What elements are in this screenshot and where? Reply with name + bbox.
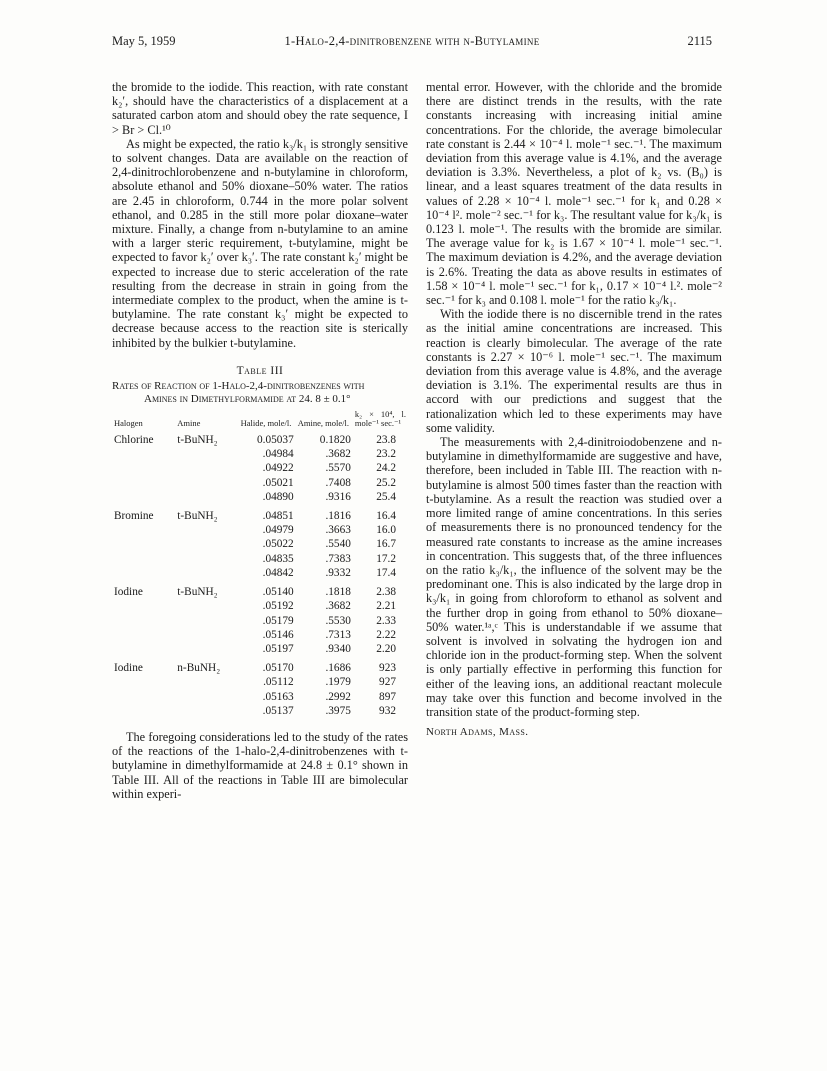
cell-halide: .05021 [262, 476, 294, 489]
cell-halogen [112, 690, 175, 704]
cell-halogen [112, 675, 175, 689]
table-row [112, 656, 408, 675]
cell-halogen [112, 447, 175, 461]
col-header-amine-conc: Amine, mole/l. [297, 418, 349, 429]
author-address: North Adams, Mass. [426, 726, 529, 739]
cell-halide: .05170 [262, 662, 294, 675]
cell-amine: n-BuNH₂ [177, 662, 221, 675]
cell-k: 23.2 [376, 448, 396, 461]
cell-halide: .05146 [262, 628, 294, 641]
cell-amine-conc: .5530 [325, 614, 351, 627]
cell-amine [175, 537, 238, 551]
cell-k: 17.4 [376, 566, 396, 579]
cell-k: 16.7 [376, 538, 396, 551]
cell-amine [175, 704, 238, 718]
cell-halide: .05179 [262, 614, 294, 627]
col-header-amine: Amine [177, 418, 201, 429]
cell-k: 17.2 [376, 552, 396, 565]
table-row [112, 461, 408, 475]
cell-amine-conc: .7313 [325, 628, 351, 641]
cell-halogen [112, 476, 175, 490]
table-row [112, 504, 408, 523]
cell-halide: .04835 [262, 552, 294, 565]
cell-amine-conc: 0.1820 [319, 434, 351, 447]
table-caption-line: Amines in Dimethylformamide at 24. 8 ± 0.1° [144, 393, 351, 406]
table-row [112, 537, 408, 551]
cell-amine-conc: .3682 [325, 448, 351, 461]
table-title: Table III [236, 364, 284, 377]
table-row [112, 447, 408, 461]
table-row [112, 690, 408, 704]
cell-halide: .05137 [262, 704, 294, 717]
cell-amine-conc: .1818 [325, 586, 351, 599]
table-header-row [112, 410, 408, 433]
cell-halogen: Iodine [114, 586, 143, 599]
table-row [112, 628, 408, 642]
cell-halide: .05022 [262, 538, 294, 551]
table-caption [112, 380, 408, 406]
cell-halide: .05112 [263, 676, 294, 689]
col-header-k: k₂ × 10⁴, l. mole⁻¹ sec.⁻¹ [354, 409, 406, 429]
table-row [112, 675, 408, 689]
cell-halide: .04922 [262, 462, 294, 475]
cell-halide: .04979 [262, 524, 294, 537]
cell-amine-conc: .7383 [325, 552, 351, 565]
cell-amine [175, 690, 238, 704]
cell-amine [175, 566, 238, 580]
cell-halide: .05140 [262, 586, 294, 599]
paragraph: As might be expected, the ratio k₃/k₁ is strongly sensitive to solvent changes. Data are available on the reaction of 2,4-dinitrochlorobenzene and n-butylamine in chloroform, absolute ethanol and 50% dioxane–50% water. The ratios are 2.45 in chloroform, 0.744 in the more polar solvent ethanol, and 0.285 in the still more polar dioxane–water mixture. Finally, a change from n-butylamine to an amine with a larger steric requirement, t-butylamine, might be expected to favor k₂′ over k₃′. The rate constant k₂′ might be expected to increase due to steric acceleration of the rate resulting from the decrease in strain in going from the intermediate complex to the product, when the amine is t-butylamine. The rate constant k₃′ might be expected to decrease because access to the reaction site is sterically inhibited by the bulkier t-butylamine. [112, 136, 408, 350]
table-row [112, 580, 408, 599]
table-row [112, 704, 408, 718]
cell-amine-conc: .1979 [325, 676, 351, 689]
cell-amine [175, 490, 238, 504]
cell-halogen [112, 461, 175, 475]
cell-halogen [112, 537, 175, 551]
cell-amine [175, 447, 238, 461]
cell-halogen [112, 704, 175, 718]
cell-amine [175, 614, 238, 628]
cell-halide: .05163 [262, 690, 294, 703]
cell-amine [175, 476, 238, 490]
cell-halogen [112, 552, 175, 566]
table-row [112, 614, 408, 628]
cell-halogen [112, 566, 175, 580]
cell-k: 2.33 [376, 614, 396, 627]
cell-k: 25.4 [376, 490, 396, 503]
cell-amine-conc: .1686 [325, 662, 351, 675]
page-header [112, 34, 712, 54]
cell-halogen [112, 523, 175, 537]
cell-halide: .05197 [262, 642, 294, 655]
table-caption-line: Rates of Reaction of 1-Halo-2,4-dinitrobenzenes with [112, 380, 365, 393]
col-header-halide: Halide, mole/l. [240, 418, 292, 429]
paragraph: The measurements with 2,4-dinitroiodobenzene and n-butylamine in dimethylformamide are suggestive and have, therefore, been included in Table III. The reaction with n-butylamine is almost 500 times faster than the reaction with t-butylamine. As a result the reaction was studied over a more limited range of amine concentrations. In this series of measurements there is no pronounced tendency for the measured rate constants to increase as the amine increases in concentration. This suggests that, of the three influences on the ratio k₃/k₁, the influence of the solvent may be the predominant one. This is also indicated by the large drop in k₃/k₁ in going from chloroform to ethanol as solvent and the further drop in going from ethanol to 50% dioxane–50% water.¹ᵃ,ᶜ This is understandable if we assume that solvent is involved in solvating the hydrogen ion and chloride ion in the product-forming step. When the solvent is only partially effective in performing this function for either of the leaving ions, an additional reactant molecule may take over this function and become involved in the transition state of the product-forming step. [426, 435, 722, 719]
rates-table [112, 410, 408, 718]
cell-amine: t-BuNH₂ [177, 586, 218, 599]
table-row [112, 566, 408, 580]
cell-halide: .04842 [262, 566, 294, 579]
cell-k: 2.20 [376, 642, 396, 655]
table-row [112, 523, 408, 537]
col-header-halogen: Halogen [114, 418, 143, 429]
cell-halide: .04851 [262, 510, 294, 523]
header-title: 1-Halo-2,4-dinitrobenzene with n-Butylamine [284, 34, 540, 48]
page-number: 2115 [687, 34, 712, 48]
cell-k: 25.2 [376, 476, 396, 489]
paragraph: With the iodide there is no discernible trend in the rates as the initial amine concentrations are increased. This reaction is clearly bimolecular. The average of the rate constants is 2.27 × 10⁻⁶ l. mole⁻¹ sec.⁻¹. The maximum deviation from this average value is 4.8%, and the average deviation is 3.1%. The experimental results are thus in accord with our predictions and suggest that the rationalization which led to these experiments may have some validity. [426, 307, 722, 435]
cell-halogen: Iodine [114, 662, 143, 675]
cell-amine [175, 642, 238, 656]
cell-halide: .05192 [262, 600, 294, 613]
cell-k: 2.38 [376, 586, 396, 599]
cell-amine [175, 628, 238, 642]
cell-halogen: Bromine [114, 510, 154, 523]
cell-k: 24.2 [376, 462, 396, 475]
paragraph: mental error. However, with the chloride and the bromide there are distinct trends in the results, with the rate constants increasing with increasing initial amine concentrations. For the chloride, the average bimolecular rate constant is 2.44 × 10⁻⁴ l. mole⁻¹ sec.⁻¹. The maximum deviation from this average value is 4.1%, and the average deviation is 3.3%. Nevertheless, a plot of k₂ vs. (B₀) is linear, and a least squares treatment of the data results in values of 2.28 × 10⁻⁴ l. mole⁻¹ sec.⁻¹ for k₁ and 0.28 × 10⁻⁴ l². mole⁻² sec.⁻¹ for k₃. The resultant value for k₃/k₁ is 0.123 l. mole⁻¹. The results with the bromide are similar. The average value for k₂ is 1.67 × 10⁻⁴ l. mole⁻¹ sec.⁻¹. The maximum deviation is 4.2%, and the average deviation is 2.6%. Treating the data as above results in estimates of 1.58 × 10⁻⁴ l. mole⁻¹ sec.⁻¹ for k₁, 0.17 × 10⁻⁴ l.². mole⁻² sec.⁻¹ for k₃ and 0.108 l. mole⁻¹ for the ratio k₃/k₁. [426, 80, 722, 308]
cell-amine: t-BuNH₂ [177, 510, 218, 523]
cell-k: 897 [379, 690, 396, 703]
left-column [112, 80, 408, 801]
cell-k: 23.8 [376, 434, 396, 447]
cell-amine-conc: .3682 [325, 600, 351, 613]
cell-halide: .04984 [262, 448, 294, 461]
cell-amine-conc: .3663 [325, 524, 351, 537]
cell-k: 2.22 [376, 628, 396, 641]
right-column [426, 80, 722, 739]
cell-amine [175, 552, 238, 566]
table-row [112, 490, 408, 504]
cell-halide: 0.05037 [257, 434, 294, 447]
cell-k: 932 [379, 704, 396, 717]
cell-amine-conc: .7408 [325, 476, 351, 489]
cell-amine [175, 675, 238, 689]
cell-amine [175, 461, 238, 475]
cell-k: 927 [379, 676, 396, 689]
cell-amine-conc: .3975 [325, 704, 351, 717]
paragraph: The foregoing considerations led to the study of the rates of the reactions of the 1-halo-2,4-dinitrobenzenes with t-butylamine in dimethylformamide at 24.8 ± 0.1° shown in Table III. All of the reactions in Table III are bimolecular within experi- [112, 729, 408, 801]
cell-amine-conc: .9340 [325, 642, 351, 655]
cell-amine-conc: .9316 [325, 490, 351, 503]
cell-amine-conc: .5540 [325, 538, 351, 551]
cell-halogen [112, 599, 175, 613]
cell-amine-conc: .9332 [325, 566, 351, 579]
cell-halide: .04890 [262, 490, 294, 503]
cell-halogen [112, 614, 175, 628]
cell-halogen [112, 628, 175, 642]
table-row [112, 476, 408, 490]
cell-amine-conc: .2992 [325, 690, 351, 703]
cell-amine [175, 599, 238, 613]
cell-halogen [112, 490, 175, 504]
cell-amine: t-BuNH₂ [177, 434, 218, 447]
table-row [112, 552, 408, 566]
table-row [112, 599, 408, 613]
cell-k: 16.0 [376, 524, 396, 537]
paragraph: the bromide to the iodide. This reaction, with rate constant k₂′, should have the characteristics of a displacement at a saturated carbon atom and should obey the rate sequence, I > Br > Cl.¹⁰ [112, 80, 408, 137]
cell-halogen [112, 642, 175, 656]
cell-amine [175, 523, 238, 537]
cell-amine-conc: .1816 [325, 510, 351, 523]
cell-k: 923 [379, 662, 396, 675]
table-row [112, 642, 408, 656]
cell-amine-conc: .5570 [325, 462, 351, 475]
cell-k: 16.4 [376, 510, 396, 523]
cell-halogen: Chlorine [114, 434, 154, 447]
table-row [112, 433, 408, 447]
cell-k: 2.21 [376, 600, 396, 613]
table-body [112, 433, 408, 718]
header-date: May 5, 1959 [112, 34, 176, 48]
